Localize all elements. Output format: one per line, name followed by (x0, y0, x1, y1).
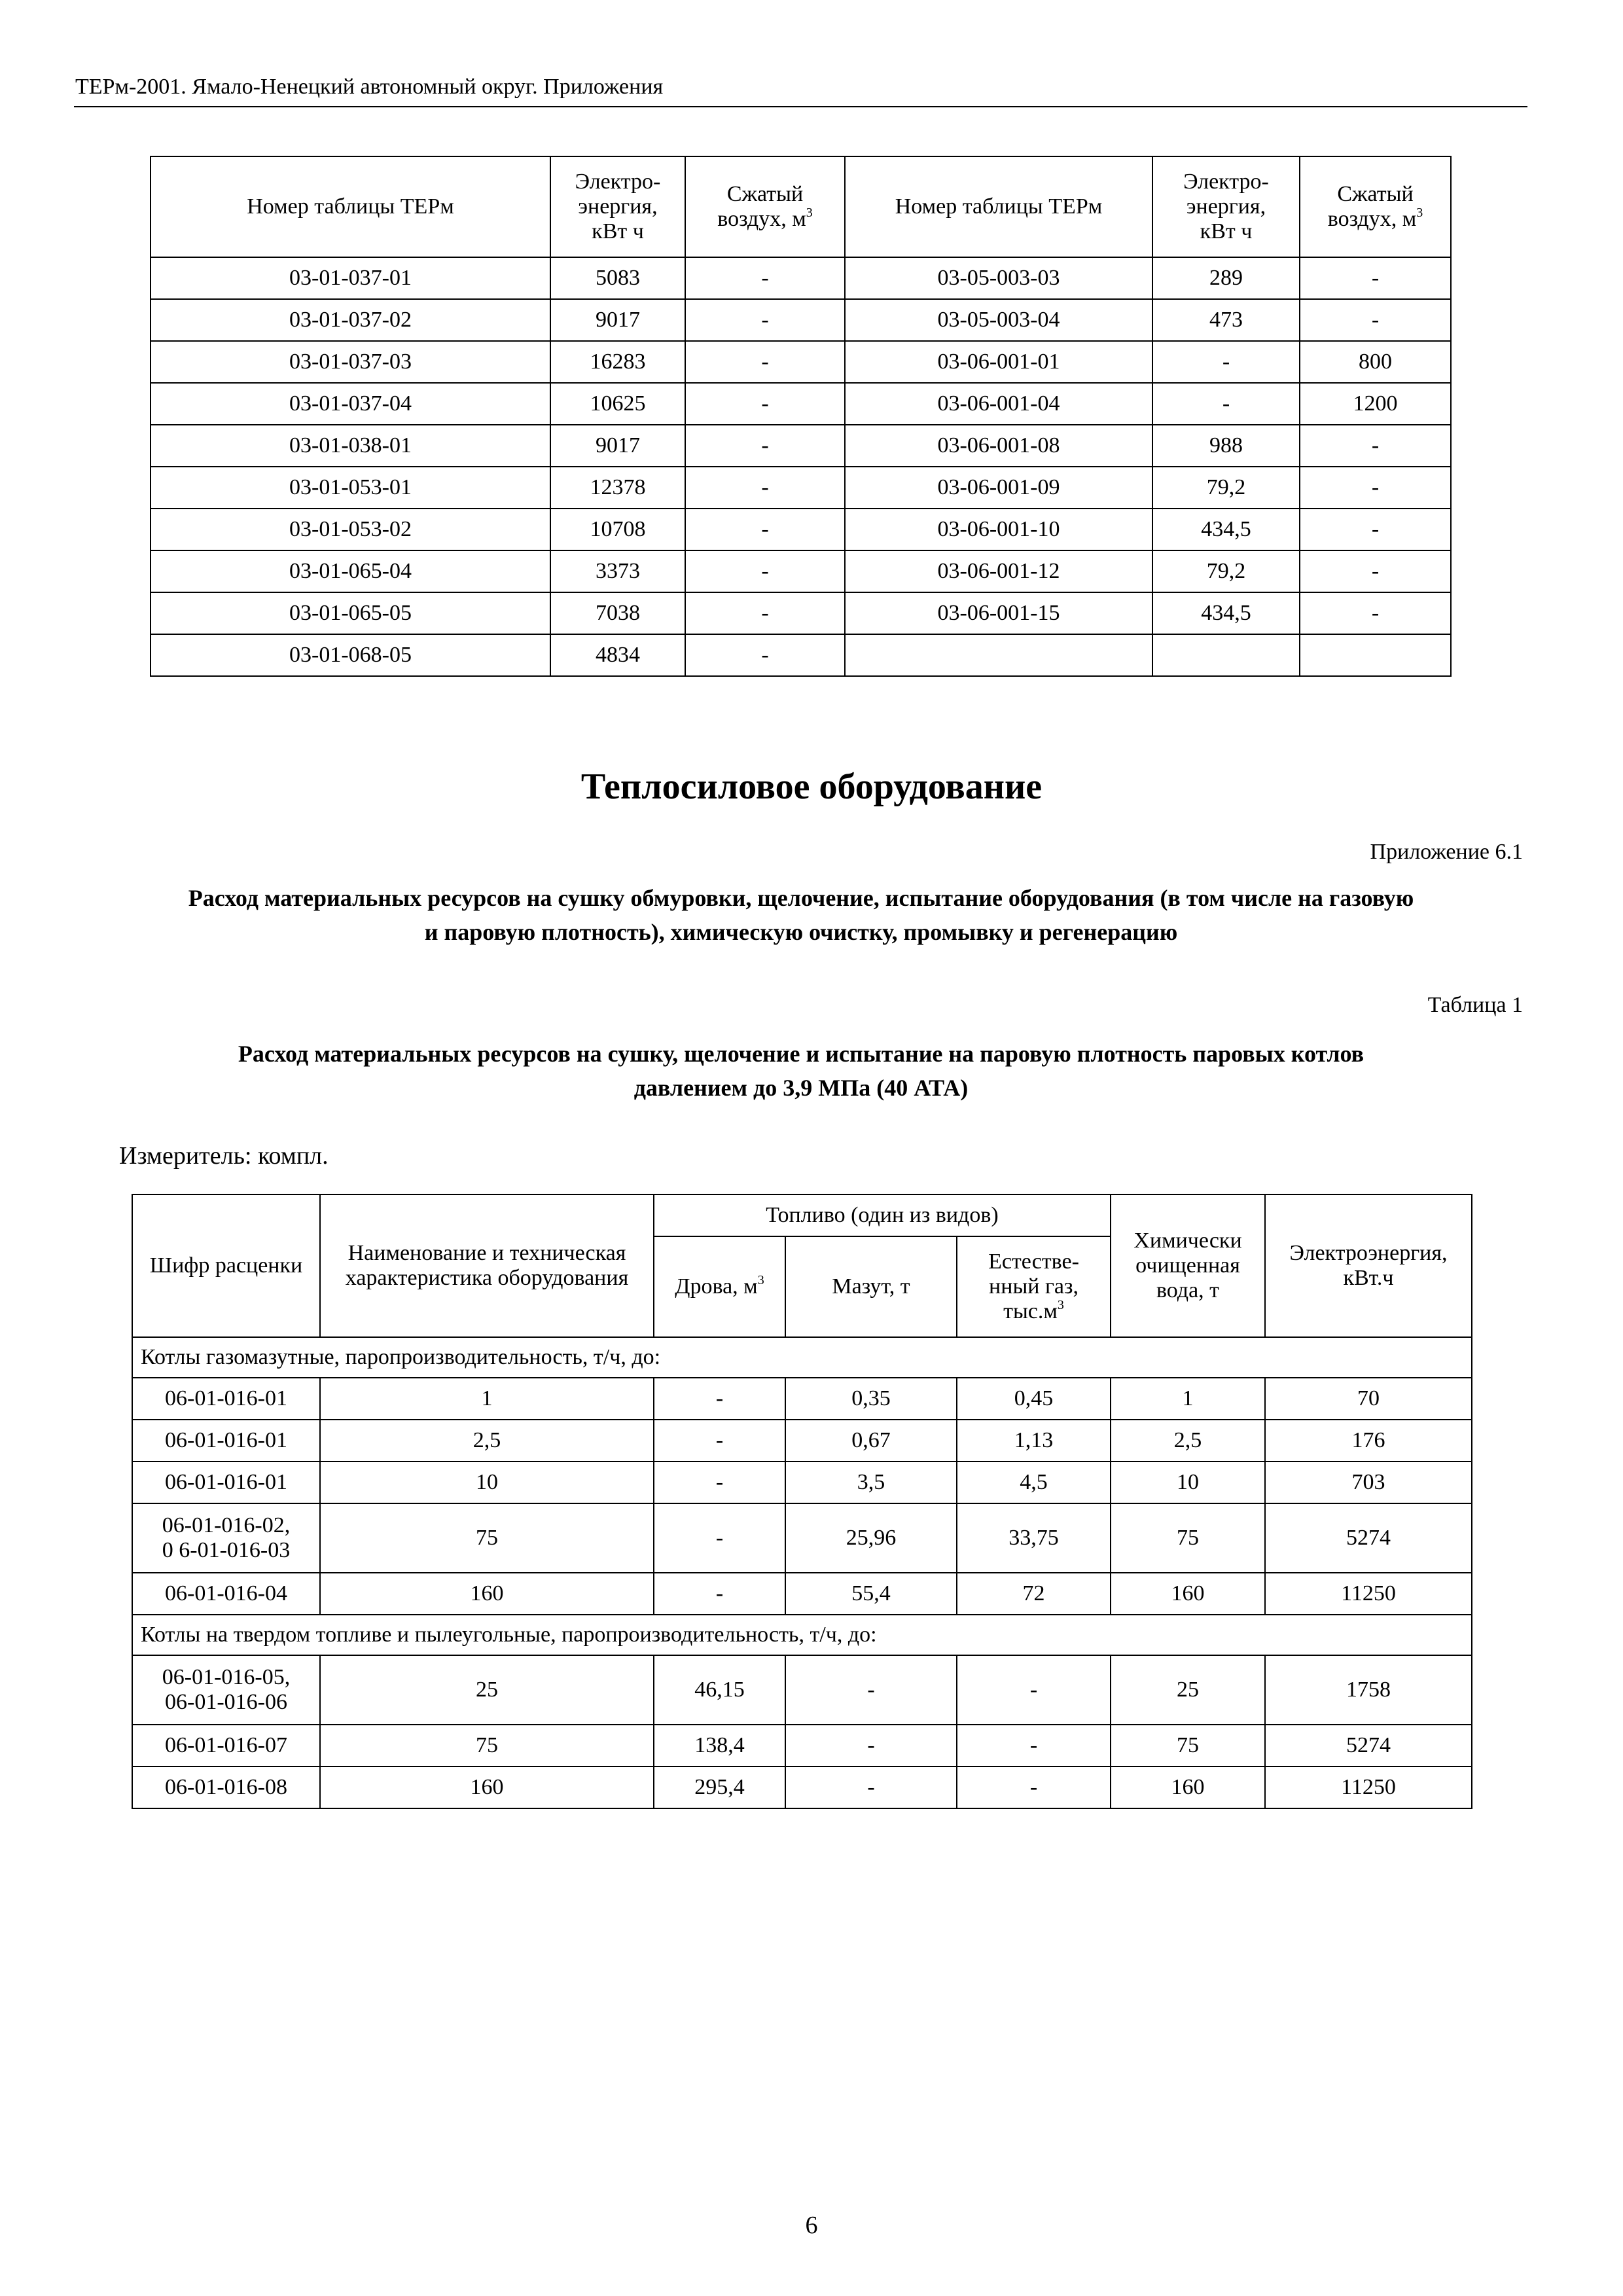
col-wood: Дрова, $м^3$ (654, 1236, 785, 1337)
materials-table (132, 1194, 1472, 1809)
page-number: 6 (805, 2212, 818, 2239)
col-water: Химически очищенная вода, т (1111, 1194, 1265, 1337)
table-row: 06-01-016-01 1 - 0,35 0,45 1 70 (132, 1378, 1472, 1420)
appendix-label: Приложение 6.1 (1370, 840, 1523, 864)
appendix-heading: Расход материальных ресурсов на сушку обмуровки, щелочение, испытание оборудования (в том числе на газовую и паровую плотность), химическую очистку, промывку и регенерацию (188, 885, 1414, 945)
materials-table-header-top (132, 1194, 1472, 1236)
col-electro-2: Электро- энергия, кВт ч (1152, 156, 1300, 257)
col-air: Сжатый воздух, $м^3$ (685, 156, 845, 257)
unit-of-measure: Измеритель: компл. (119, 1142, 329, 1170)
table-row: 03-01-053-02 10708 - 03-06-001-10 434,5 - (151, 509, 1451, 550)
running-header: ТЕРм-2001. Ямало-Ненецкий автономный округ. Приложения (75, 75, 664, 99)
table-row: 03-01-065-05 7038 - 03-06-001-15 434,5 - (151, 592, 1451, 634)
col-table-number-2: Номер таблицы ТЕРм (845, 156, 1152, 257)
table-row: 06-01-016-01 2,5 - 0,67 1,13 2,5 176 (132, 1420, 1472, 1462)
table-row: 06-01-016-02, 0 6-01-016-03 75 - 25,96 33,75 75 5274 (132, 1503, 1472, 1573)
table-row: 03-01-068-05 4834 - (151, 634, 1451, 676)
col-table-number: Номер таблицы ТЕРм (151, 156, 550, 257)
col-mazut: Мазут, т (785, 1236, 957, 1337)
table-row: 06-01-016-05, 06-01-016-06 25 46,15 - - 25 1758 (132, 1655, 1472, 1725)
table-row: 03-01-037-04 10625 - 03-06-001-04 - 1200 (151, 383, 1451, 425)
table-heading: Расход материальных ресурсов на сушку, щелочение и испытание на паровую плотность паровых котлов давлением до 3,9 МПа (40 АТА) (238, 1041, 1364, 1101)
table-row: 03-01-037-03 16283 - 03-06-001-01 - 800 (151, 341, 1451, 383)
col-name: Наименование и техническая характеристика оборудования (320, 1194, 654, 1337)
section-title: Теплосиловое оборудование (580, 766, 1043, 807)
table-row: 06-01-016-07 75 138,4 - - 75 5274 (132, 1725, 1472, 1767)
energy-table (150, 156, 1452, 677)
table-label: Таблица 1 (1427, 993, 1523, 1017)
col-fuel-group: Топливо (один из видов) (654, 1194, 1111, 1236)
header-rule (74, 106, 1527, 107)
table-row: 06-01-016-01 10 - 3,5 4,5 10 703 (132, 1462, 1472, 1503)
table-row: 03-01-038-01 9017 - 03-06-001-08 988 - (151, 425, 1451, 467)
table-row: 06-01-016-08 160 295,4 - - 160 11250 (132, 1767, 1472, 1808)
group-row: Котлы на твердом топливе и пылеугольные, паропроизводительность, т/ч, до: (132, 1615, 1472, 1655)
col-electricity: Электроэнергия, кВт.ч (1265, 1194, 1472, 1337)
energy-table-header (151, 156, 1451, 257)
col-code: Шифр расценки (132, 1194, 320, 1337)
col-gas: Естестве- нный газ, $тыс.м^3$ (957, 1236, 1111, 1337)
col-electro: Электро- энергия, кВт ч (550, 156, 685, 257)
group-row: Котлы газомазутные, паропроизводительность, т/ч, до: (132, 1337, 1472, 1378)
table-row: 03-01-053-01 12378 - 03-06-001-09 79,2 - (151, 467, 1451, 509)
col-air-2: Сжатый воздух, $м^3$ (1300, 156, 1451, 257)
table-row: 03-01-065-04 3373 - 03-06-001-12 79,2 - (151, 550, 1451, 592)
table-row: 03-01-037-02 9017 - 03-05-003-04 473 - (151, 299, 1451, 341)
table-row: 06-01-016-04 160 - 55,4 72 160 11250 (132, 1573, 1472, 1615)
table-row: 03-01-037-01 5083 - 03-05-003-03 289 - (151, 257, 1451, 299)
